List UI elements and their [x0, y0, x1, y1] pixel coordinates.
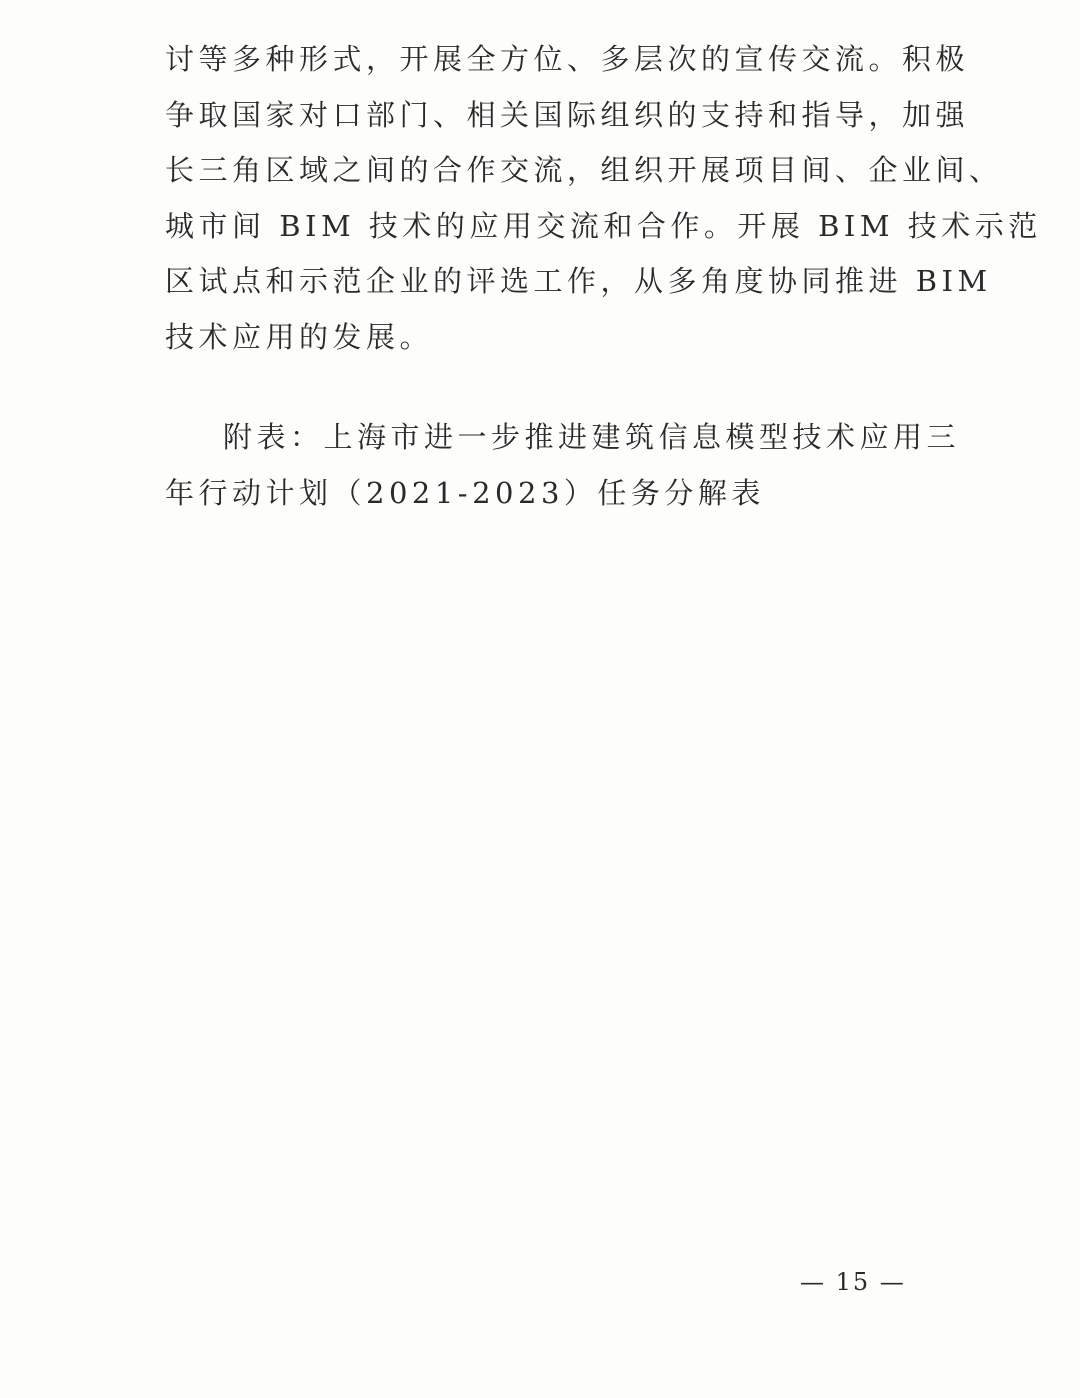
paragraph-line-5: 区试点和示范企业的评选工作，从多角度协同推进 BIM	[165, 264, 992, 298]
page-number: — 15 —	[800, 1268, 906, 1296]
annex-line-2: 年行动计划（2021-2023）任务分解表	[165, 475, 765, 510]
paragraph-line-4: 城市间 BIM 技术的应用交流和合作。开展 BIM 技术示范	[165, 208, 1042, 243]
paragraph-line-6: 技术应用的发展。	[165, 319, 434, 354]
paragraph-line-3: 长三角区域之间的合作交流，组织开展项目间、企业间、	[165, 153, 1003, 187]
paragraph-line-1: 讨等多种形式，开展全方位、多层次的宣传交流。积极	[165, 42, 970, 76]
annex-note	[165, 410, 961, 521]
body-paragraph	[165, 32, 1042, 365]
annex-line-1: 附表：上海市进一步推进建筑信息模型技术应用三	[223, 420, 961, 454]
paragraph-line-2: 争取国家对口部门、相关国际组织的支持和指导，加强	[165, 97, 970, 132]
